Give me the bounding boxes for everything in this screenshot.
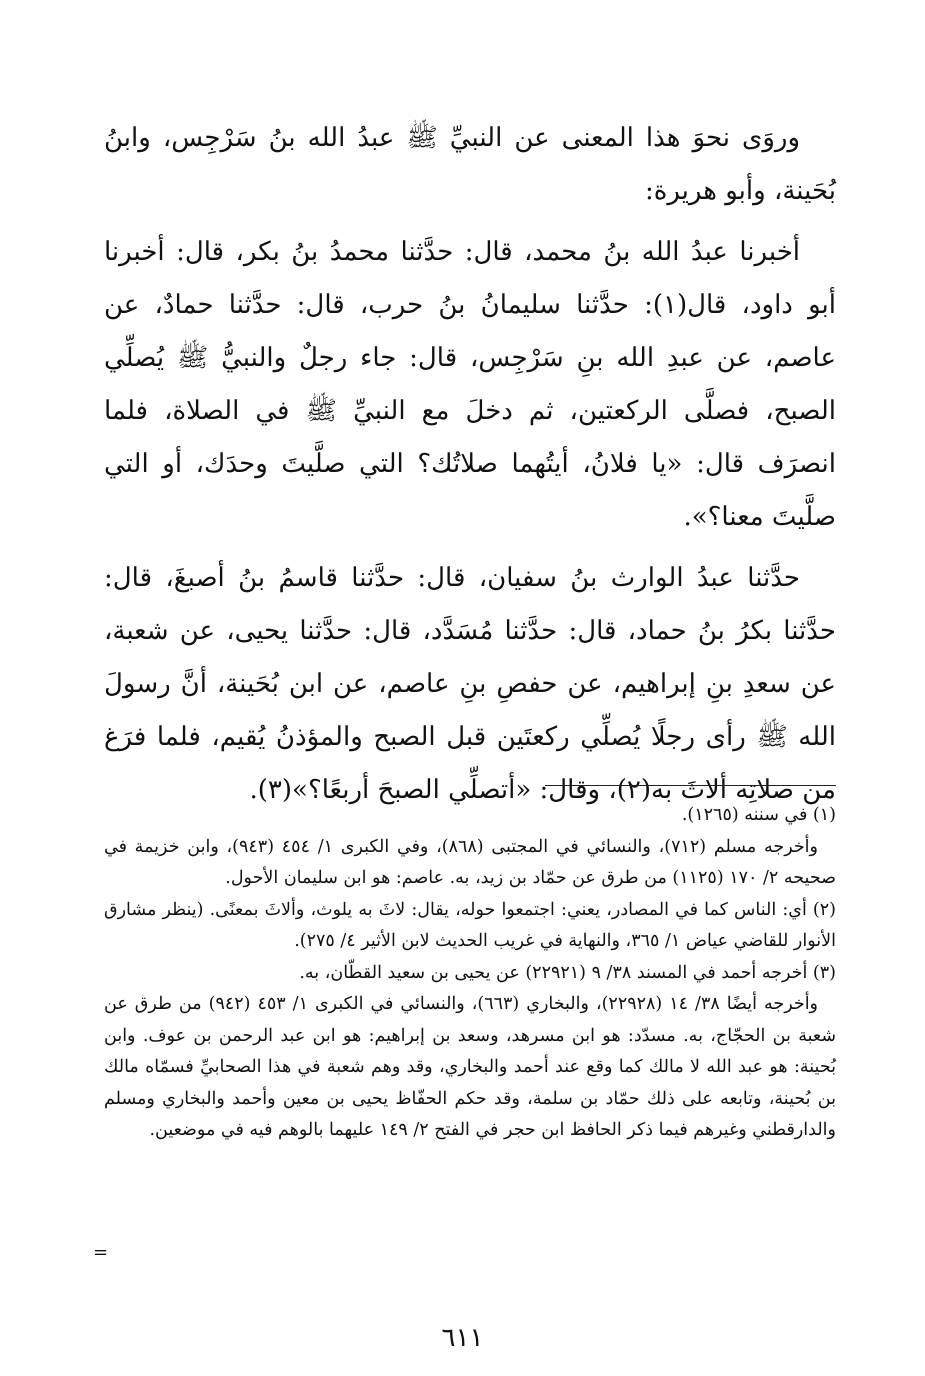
continuation-mark: = bbox=[93, 1242, 109, 1263]
footnotes-block bbox=[104, 800, 836, 1147]
footnote-1: (١) في سننه (١٢٦٥). bbox=[681, 805, 836, 825]
paragraph-hadith-1: أخبرنا عبدُ الله بنُ محمد، قال: حدَّثنا محمدُ بنُ بكر، قال: أخبرنا أبو داود، قال(١): حدَّثنا سليمانُ بنُ حرب، قال: حدَّثنا حمادٌ، عن عاصم، عن عبدِ الله بنِ سَرْجِس، قال: جاء رجلٌ والنبيُّ ﷺ يُصلِّي الصبح، فصلَّى الركعتين، ثم دخلَ مع النبيِّ ﷺ في الصلاة، فلما انصرَف قال: «يا فلانُ، أيتُهما صلاتُك؟ التي صلَّيتَ وحدَك، أو التي صلَّيتَ معنا؟». bbox=[104, 237, 836, 532]
footnote-divider bbox=[545, 785, 836, 786]
footnote-3: (٣) أخرجه أحمد في المسند ٣٨/ ٩ (٢٢٩٢١) عن يحيى بن سعيد القطّان، به. bbox=[299, 962, 836, 983]
page-number: ٦١١ bbox=[441, 1323, 484, 1353]
main-text-block bbox=[104, 112, 836, 825]
footnote-1-continued: وأخرجه مسلم (٧١٢)، والنسائي في المجتبى (٨٦٨)، وفي الكبرى ١/ ٤٥٤ (٩٤٣)، وابن خزيمة في صحيحه ٢/ ١٧٠ (١١٢٥) من طرق عن حمّاد بن زيد، به. عاصم: هو ابن سليمان الأحول. bbox=[104, 836, 836, 888]
footnote-2: (٢) أي: الناس كما في المصادر، يعني: اجتمعوا حوله، يقال: لاثَ به يلوث، وألاثَ بمعنًى. (ينظر مشارق الأنوار للقاضي عياض ١/ ٣٦٥، والنهاية في غريب الحديث لابن الأثير ٤/ ٢٧٥). bbox=[104, 899, 836, 951]
paragraph-intro: وروَى نحوَ هذا المعنى عن النبيِّ ﷺ عبدُ الله بنُ سَرْجِس، وابنُ بُحَينة، وأبو هريرة: bbox=[104, 123, 836, 206]
paragraph-hadith-2: حدَّثنا عبدُ الوارث بنُ سفيان، قال: حدَّثنا قاسمُ بنُ أصبغَ، قال: حدَّثنا بكرُ بنُ حماد، قال: حدَّثنا مُسَدَّد، قال: حدَّثنا يحيى، عن شعبة، عن سعدِ بنِ إبراهيم، عن حفصِ بنِ عاصم، عن ابن بُحَينة، أنَّ رسولَ الله ﷺ رأى رجلًا يُصلِّي ركعتَين قبل الصبح والمؤذنُ يُقيم، فلما فرَغ من صلاتِه ألاثَ به(٢)، وقال: «أتصلِّي الصبحَ أربعًا؟»(٣). bbox=[104, 563, 836, 805]
footnote-3-continued: وأخرجه أيضًا ٣٨/ ١٤ (٢٢٩٢٨)، والبخاري (٦٦٣)، والنسائي في الكبرى ١/ ٤٥٣ (٩٤٢) من طرق عن شعبة بن الحجّاج، به. مسدّد: هو ابن مسرهد، وسعد بن إبراهيم: هو ابن عبد الرحمن بن عوف. وابن بُحينة: هو عبد الله لا مالك كما وقع عند أحمد والبخاري، وقد وهم شعبة في هذا الصحابيِّ فسمّاه مالك بن بُحينة، وتابعه على ذلك حمّاد بن سلمة، وقد حكم الحفّاظ يحيى بن معين وأحمد والبخاري ومسلم والدارقطني وغيرهم فيما ذكر الحافظ ابن حجر في الفتح ٢/ ١٤٩ عليهما بالوهم فيه في موضعين. bbox=[104, 994, 836, 1140]
